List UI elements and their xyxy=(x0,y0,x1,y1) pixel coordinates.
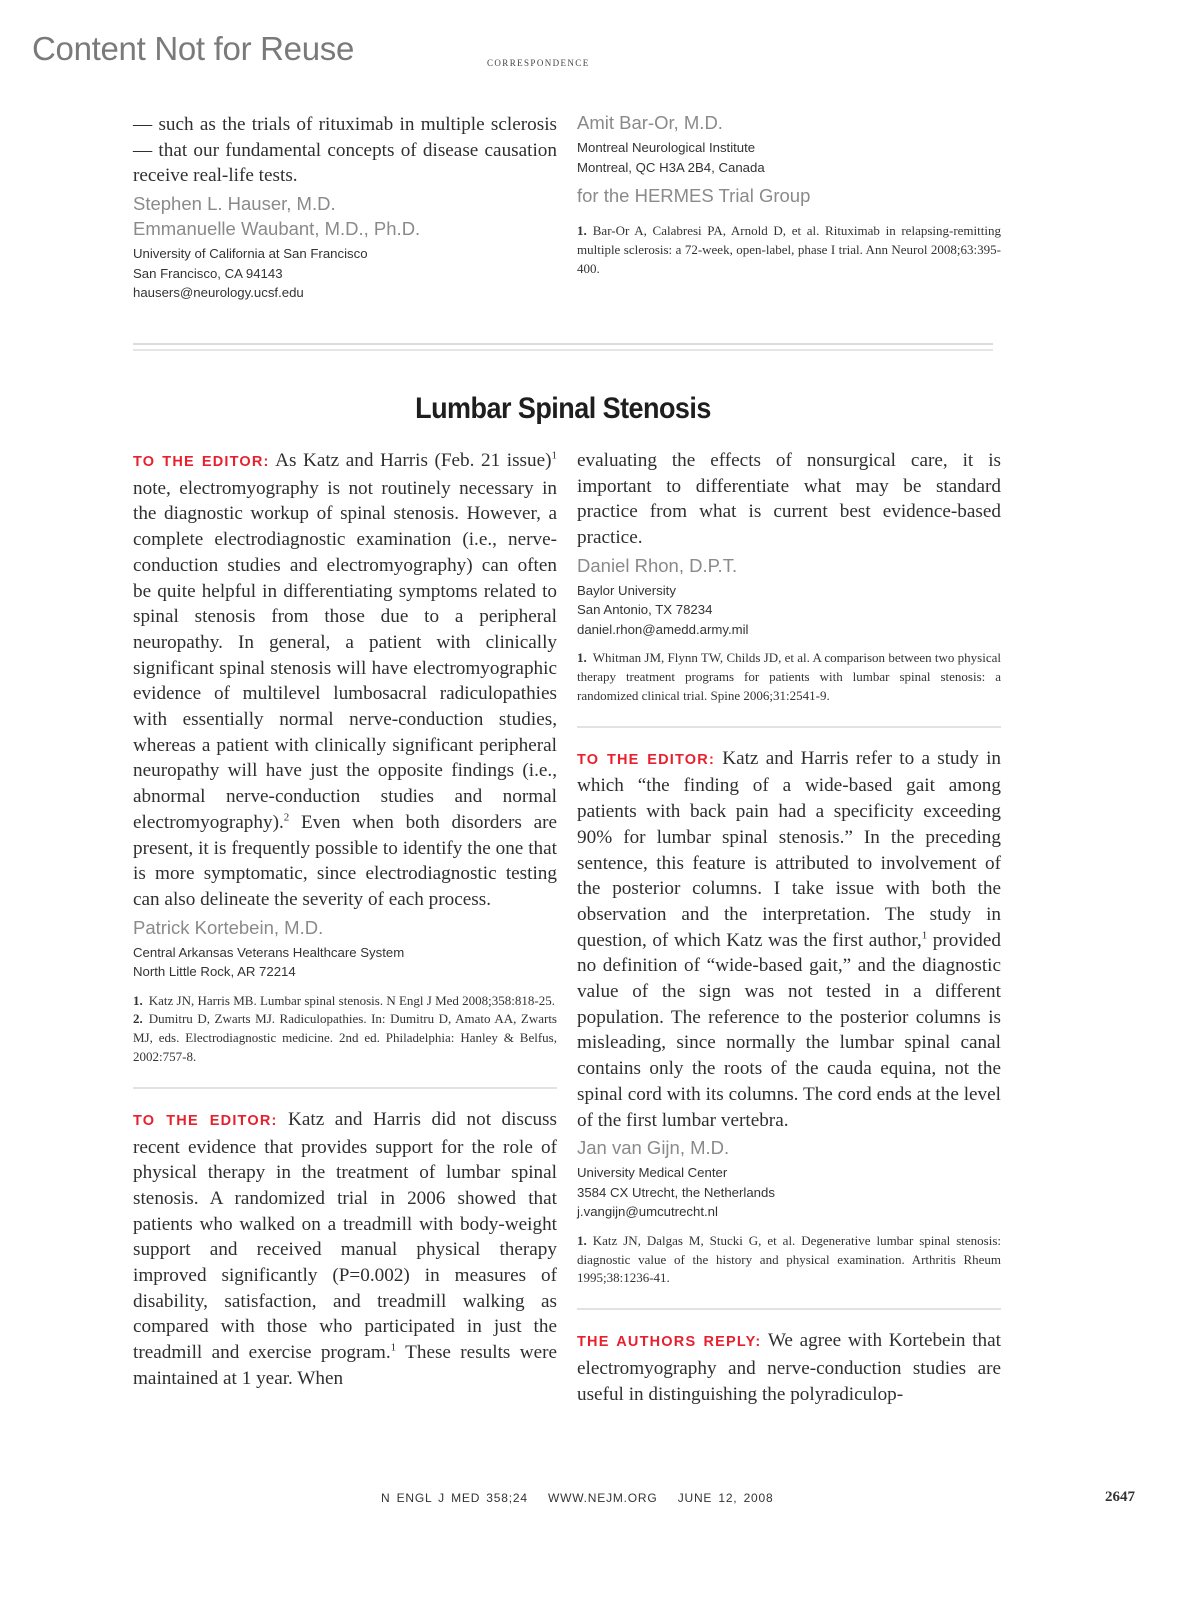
citation-link[interactable]: 1 xyxy=(390,1341,397,1354)
affiliation-line: Montreal, QC H3A 2B4, Canada xyxy=(577,159,765,175)
author-name: Stephen L. Hauser, M.D. xyxy=(133,193,336,215)
author-affiliation xyxy=(577,1163,1001,1222)
letter-text: provided no definition of “wide-based gait,” and the diagnostic value of the sign was not tested in a different population. The reference to the posterior columns is misleading, since normally the lumbar spinal canal contains only the roots of the cauda equina, not the spinal cord with its columns. The cord ends at the level of the first lumbar vertebra. xyxy=(577,929,1001,1131)
page-footer xyxy=(381,1491,787,1505)
reference-item xyxy=(577,222,1001,278)
author-affiliation xyxy=(133,244,557,303)
article-title: Lumbar Spinal Stenosis xyxy=(415,392,711,426)
citation-link[interactable]: 1 xyxy=(921,929,928,942)
reference-item xyxy=(133,1010,557,1066)
author-name: Patrick Kortebein, M.D. xyxy=(133,916,324,938)
author-affiliation xyxy=(577,581,1001,640)
section-divider xyxy=(133,343,993,351)
reference-text: Katz JN, Harris MB. Lumbar spinal stenosis. N Engl J Med 2008;358:818-25. xyxy=(148,992,555,1008)
reference-list xyxy=(577,1232,1001,1288)
journal-citation: N ENGL J MED 358;24 xyxy=(381,1491,528,1505)
citation-link[interactable]: 1 xyxy=(551,449,558,462)
right-column xyxy=(577,448,1001,1407)
journal-website-link[interactable]: WWW.NEJM.ORG xyxy=(547,1491,658,1505)
author-email-link[interactable]: daniel.rhon@amedd.army.mil xyxy=(577,621,749,637)
trial-group: for the HERMES Trial Group xyxy=(577,185,811,206)
letter-kicker: TO THE EDITOR: xyxy=(133,454,270,470)
reference-list xyxy=(577,222,1001,278)
page-number: 2647 xyxy=(1105,1489,1135,1505)
author-affiliation xyxy=(133,943,557,982)
reference-text: Dumitru D, Zwarts MJ. Radiculopathies. In: Dumitru D, Amato AA, Zwarts MJ, eds. Electrodiagnostic medicine. 2nd ed. Philadelphia: Hanley & Belfus, 2002:757-8. xyxy=(133,1011,557,1065)
reference-number: 1. xyxy=(577,650,587,666)
running-head: correspondence xyxy=(487,54,590,69)
reference-item xyxy=(577,649,1001,705)
letter-divider xyxy=(133,1087,557,1089)
author-name: Emmanuelle Waubant, M.D., Ph.D. xyxy=(133,218,421,240)
affiliation-line: San Francisco, CA 94143 xyxy=(133,265,283,281)
affiliation-line: University Medical Center xyxy=(577,1165,728,1181)
letter-kicker: TO THE EDITOR: xyxy=(577,751,715,768)
letter-body: — such as the trials of rituximab in multiple sclerosis — that our fundamental concepts of disease causation receive real-life tests. xyxy=(133,114,557,187)
left-column xyxy=(133,448,557,1392)
letter-body xyxy=(577,746,1001,1134)
letter-text: Even when both disorders are present, it is frequently possible to identify the one that is more symptomatic, since electrodiagnostic testing can also delineate the severity of each process. xyxy=(133,811,557,910)
letter-kicker: THE AUTHORS REPLY: xyxy=(577,1334,762,1351)
reference-number: 2. xyxy=(133,1011,143,1027)
affiliation-line: 3584 CX Utrecht, the Netherlands xyxy=(577,1184,775,1200)
reference-number: 1. xyxy=(577,223,587,238)
reference-number: 1. xyxy=(133,992,143,1008)
letter-body xyxy=(133,1107,557,1392)
author-name: Jan van Gijn, M.D. xyxy=(577,1137,730,1159)
affiliation-line: Montreal Neurological Institute xyxy=(577,140,756,155)
reference-text: Whitman JM, Flynn TW, Childs JD, et al. A comparison between two physical therapy treatment programs for patients with lumbar spinal stenosis: a randomized clinical trial. Spine 2006;31:2541-9. xyxy=(577,650,1001,703)
affiliation-line: Baylor University xyxy=(577,582,676,598)
reference-text: Katz JN, Dalgas M, Stucki G, et al. Degenerative lumbar spinal stenosis: diagnostic value of the history and physical examination. Arthritis Rheum 1995;38:1236-41. xyxy=(577,1232,1001,1286)
watermark: Content Not for Reuse xyxy=(32,30,355,67)
letter-text: As Katz and Harris (Feb. 21 issue) xyxy=(269,450,552,471)
citation-link[interactable]: 2 xyxy=(283,811,290,824)
letter-divider xyxy=(577,726,1001,728)
letter-text: Katz and Harris refer to a study in which “the finding of a wide-based gait among patients with back pain had a specificity exceeding 90% for lumbar spinal stenosis.” In the preceding sentence, this feature is attributed to involvement of the posterior columns. I take issue with both the observation and the interpretation. The study in question, of which Katz was the first author, xyxy=(577,747,1001,951)
reference-item xyxy=(577,1232,1001,1288)
letter-text: note, electromyography is not routinely necessary in the diagnostic workup of spinal stenosis. However, a complete electrodiagnostic examination (i.e., nerve-conduction studies and electromyography) can often be quite helpful in differentiating symptoms related to spinal stenosis from those due to a peripheral neuropathy. In general, a patient with clinically significant spinal stenosis will have electromyographic evidence of multilevel lumbosacral radiculopathies with essentially normal nerve-conduction studies, whereas a patient with clinically significant peripheral neuropathy will have just the opposite findings (i.e., abnormal nerve-conduction studies and normal electromyography). xyxy=(133,477,557,833)
letter-body xyxy=(577,1328,1001,1407)
letter-text: Katz and Harris did not discuss recent evidence that provides support for the role of physical therapy in the treatment of lumbar spinal stenosis. A randomized trial in 2006 showed that patients who walked on a treadmill with body-weight support and received manual physical therapy improved significantly (P=0.002) in measures of disability, satisfaction, and treadmill walking as compared with those who participated in just the treadmill and exercise program. xyxy=(133,1108,557,1364)
affiliation-line: North Little Rock, AR 72214 xyxy=(133,964,296,980)
letter-body: evaluating the effects of nonsurgical care, it is important to differentiate what may be standard practice from what is current best evidence-based practice. xyxy=(577,450,1001,549)
reference-item xyxy=(133,992,557,1011)
previous-letter-continuation xyxy=(133,112,557,303)
author-email-link[interactable]: j.vangijn@umcutrecht.nl xyxy=(577,1204,718,1220)
reference-text: Bar-Or A, Calabresi PA, Arnold D, et al. Rituximab in relapsing-remitting multiple sclerosis: a 72-week, open-label, phase I trial. Ann Neurol 2008;63:395-400. xyxy=(577,223,1001,276)
affiliation-line: San Antonio, TX 78234 xyxy=(577,602,713,618)
author-affiliation xyxy=(577,138,1001,177)
previous-letter-signoff xyxy=(577,112,1001,278)
reference-list xyxy=(577,649,1001,705)
letter-text: These results were maintained at 1 year. When xyxy=(133,1342,557,1389)
reference-list xyxy=(133,992,557,1067)
author-name: Daniel Rhon, D.P.T. xyxy=(577,554,738,576)
affiliation-line: University of California at San Francisco xyxy=(133,246,368,262)
author-email-link[interactable]: hausers@neurology.ucsf.edu xyxy=(133,285,304,301)
letter-divider xyxy=(577,1308,1001,1310)
author-name: Amit Bar-Or, M.D. xyxy=(577,112,723,133)
issue-date: JUNE 12, 2008 xyxy=(677,1491,774,1505)
reference-number: 1. xyxy=(577,1232,587,1248)
affiliation-line: Central Arkansas Veterans Healthcare System xyxy=(133,944,405,960)
letter-body xyxy=(133,448,557,913)
letter-kicker: TO THE EDITOR: xyxy=(133,1112,278,1129)
letter-text: We agree with Kortebein that electromyography and nerve-conduction studies are useful in distinguishing the polyradiculop- xyxy=(577,1330,1001,1405)
